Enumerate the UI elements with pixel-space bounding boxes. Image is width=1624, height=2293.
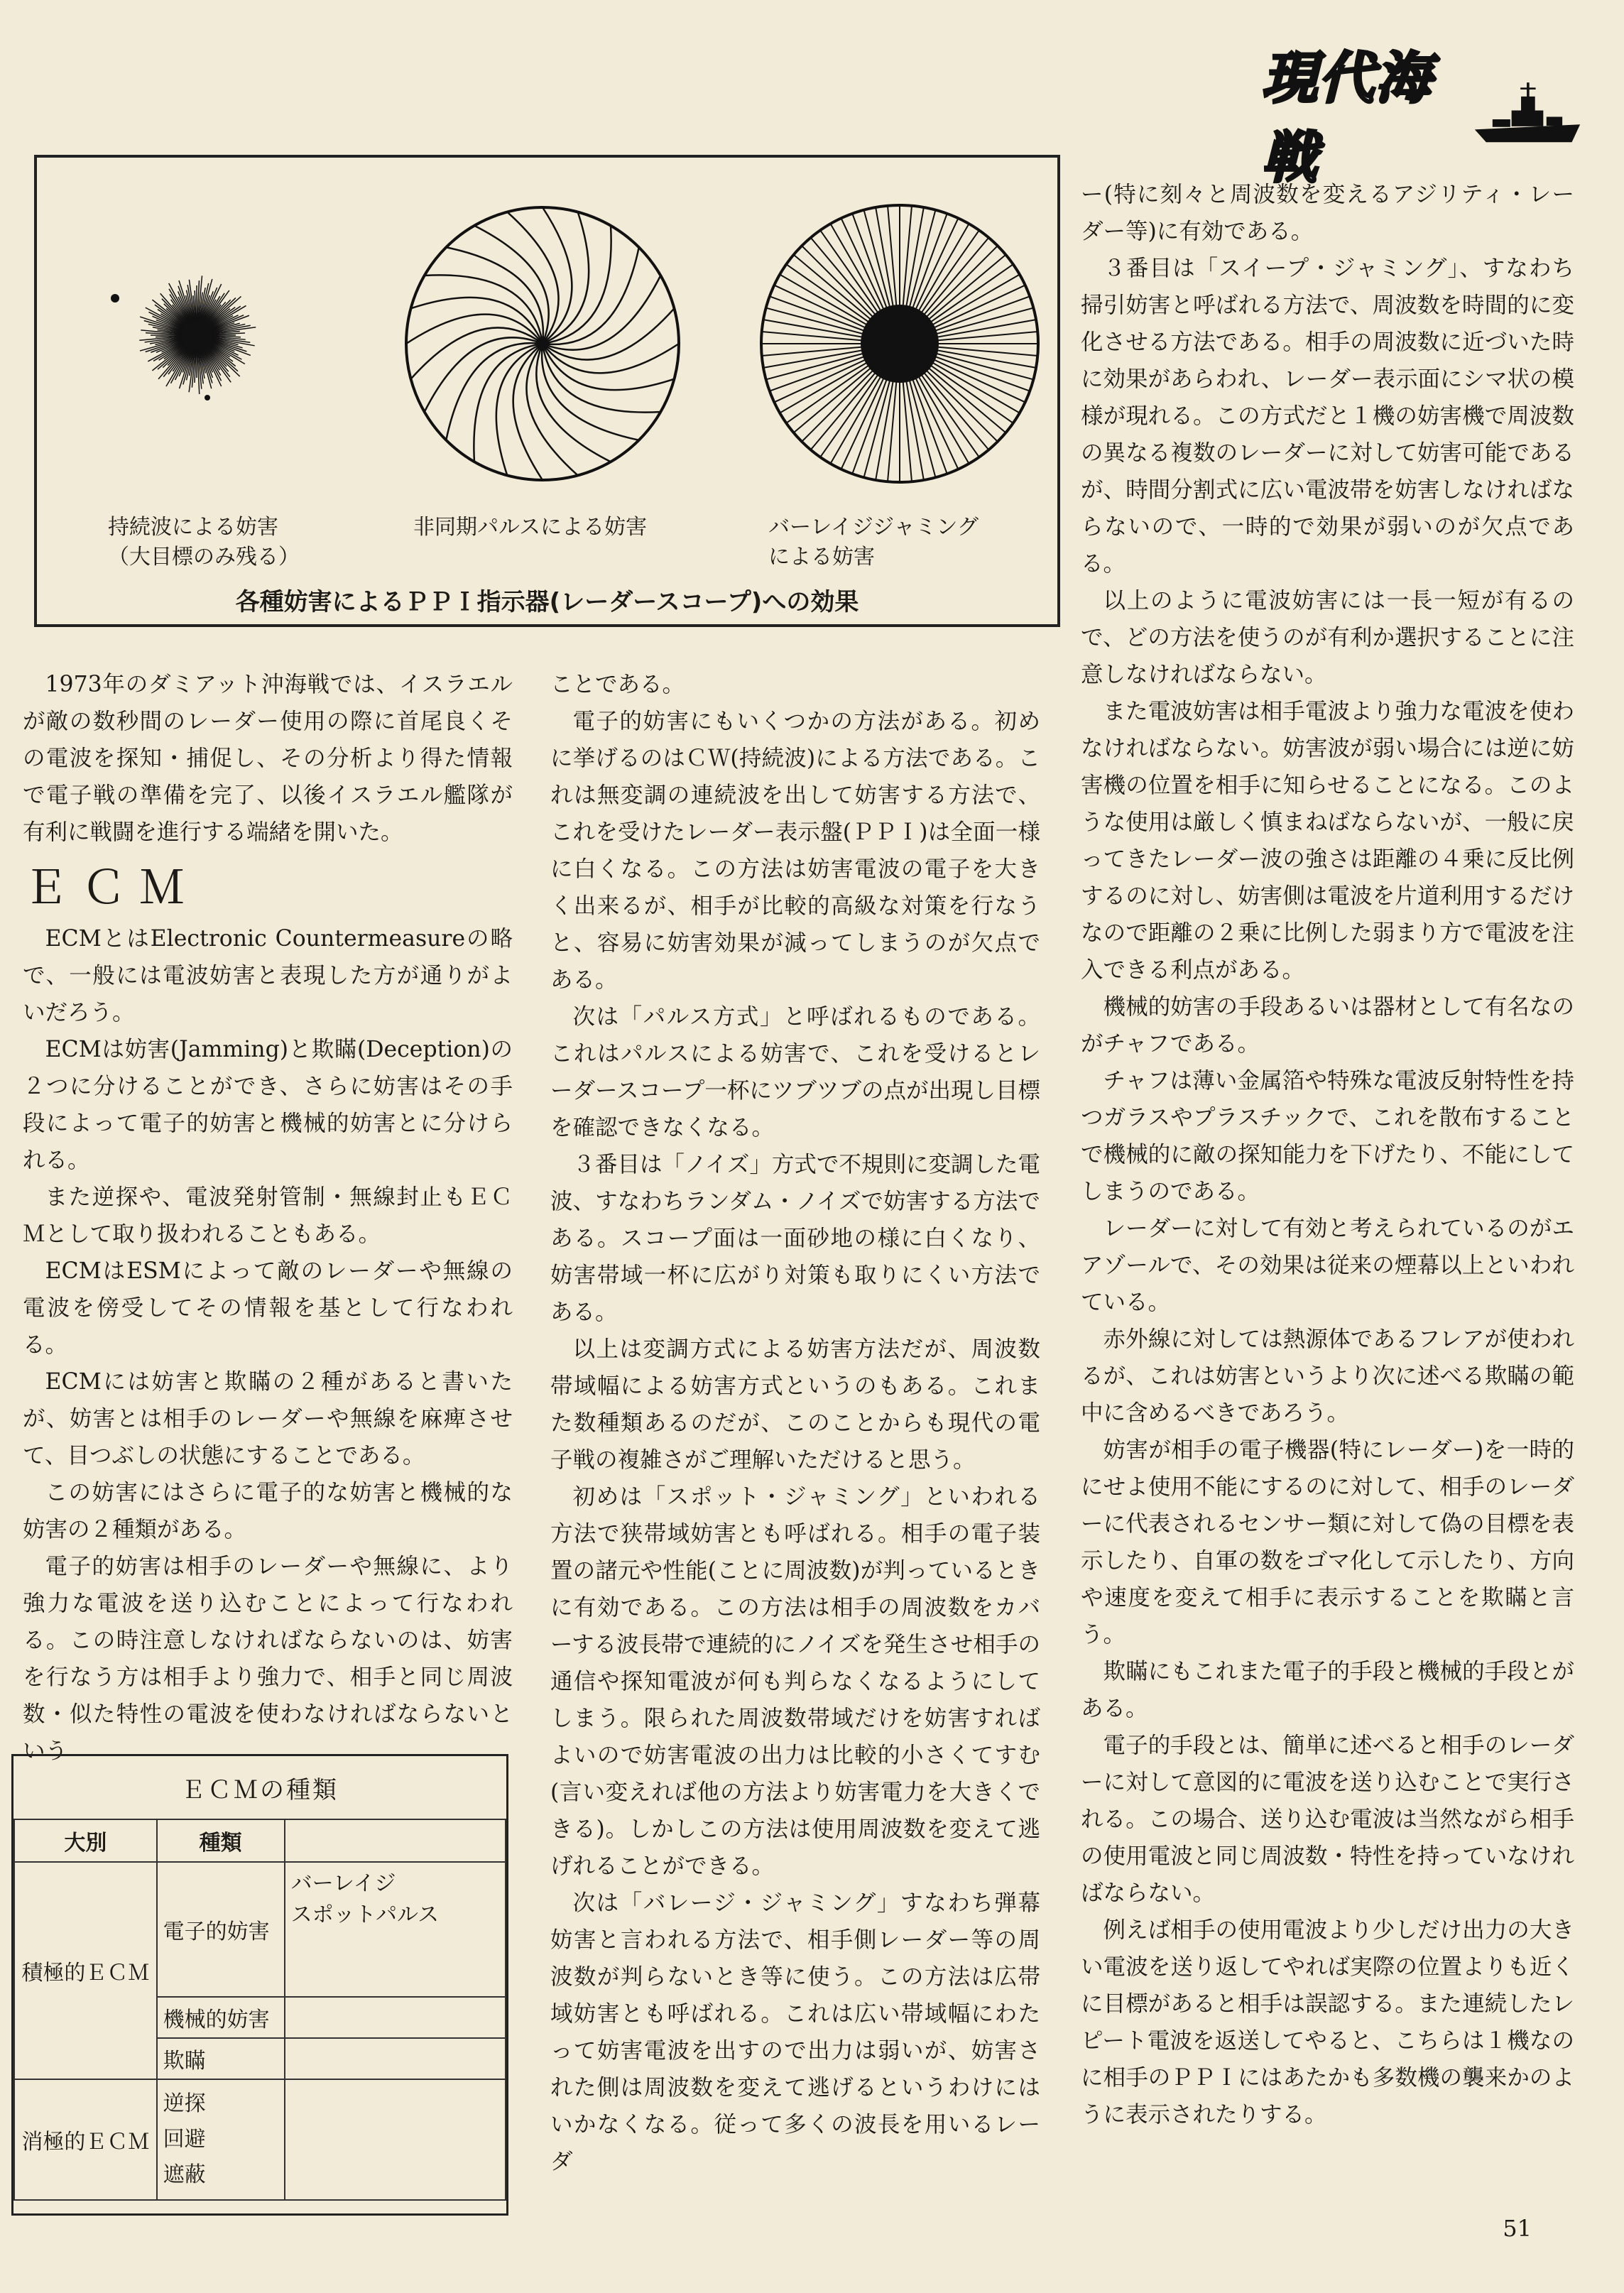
middle-column [550,666,1040,2180]
caption-async-pulse: 非同期パルスによる妨害 [413,515,648,540]
body-paragraph: 例えば相手の使用電波より少しだけ出力の大きい電波を送り返してやれば実際の位置よりも近くに目標があると相手は誤認する。また連続したレピート電波を返送してやると、こちらは１機なのに相手のＰＰＩにはあたかも多数機の襲来かのように表示されたりする。 [1081,1917,1574,2128]
body-paragraph: 電子的手段とは、簡単に述べると相手のレーダーに対して意図的に電波を送り込むことで実行される。この場合、送り込む電波は当然ながら相手の使用電波と同じ周波数・特性を持っていなければならない。 [1081,1733,1574,1906]
table-cell-electronic-items: バーレイジ スポットパルス [285,1862,506,1997]
body-paragraph: 電子的妨害にもいくつかの方法がある。初めに挙げるのはＣＷ(持続波)による方法である。これは無変調の連続波を出して妨害する方法で、これを受けたレーダー表示盤(ＰＰＩ)は全面一様に白くなる。この方法は妨害電波の電子を大きく出来るが、相手が比較的高級な対策を行なうと、容易に妨害効果が減ってしまうのが欠点である。 [550,709,1040,993]
right-column [1081,176,1574,2133]
body-paragraph: ことである。 [550,672,685,697]
warship-silhouette-icon [1473,75,1581,153]
body-paragraph: ３番目は「ノイズ」方式で不規則に変調した電波、すなわちランダム・ノイズで妨害する方法である。スコープ面は一面砂地の様に白くなり、妨害帯域一杯に広がり対策も取りにくい方法である。 [550,1152,1040,1325]
table-cell-active-ecm: 積極的ＥＣＭ [14,1862,157,2079]
table-header-category: 大別 [14,1819,157,1862]
ecm-table [13,1819,506,2201]
body-paragraph: ECMとはElectronic Countermeasureの略で、一般には電波妨害と表現した方が通りがよいだろう。 [23,926,513,1025]
body-paragraph: また逆探や、電波発射管制・無線封止もＥＣＭとして取り扱われることもある。 [23,1184,513,1247]
body-paragraph: 初めは「スポット・ジャミング」といわれる方法で狭帯域妨害とも呼ばれる。相手の電子装置の諸元や性能(ことに周波数)が判っているときに有効である。この方法は相手の周波数をカバーする波長帯で連続的にノイズを発生させ相手の通信や探知電波が何も判らなくなるようにしてしまう。限られた周波数帯域だけを妨害すればよいので妨害電波の出力は比較的小さくてすむ(言い変えれば他の方法より妨害電力を大きくできる)。しかしこの方法は使用周波数を変えて逃げれることができる。 [550,1484,1040,1879]
body-paragraph: 赤外線に対しては熱源体であるフレアが使われるが、これは妨害というより次に述べる欺瞞の範中に含めるべきであろう。 [1081,1327,1574,1426]
body-paragraph: 妨害が相手の電子機器(特にレーダー)を一時的にせよ使用不能にするのに対して、相手のレーダーに代表されるセンサー類に対して偽の目標を表示したり、自軍の数をゴマ化して示したり、方向や速度を変えて相手に表示することを欺瞞と言う。 [1081,1437,1574,1647]
caption-continuous-wave: 持続波による妨害 （大目標のみ残る） [108,515,300,570]
body-paragraph: この妨害にはさらに電子的な妨害と機械的な妨害の２種類がある。 [23,1480,513,1542]
barrage-jamming-scope-icon [761,205,1038,482]
body-paragraph: 次は「パルス方式」と呼ばれるものである。これはパルスによる妨害で、これを受けるとレーダースコープ一杯にツブツブの点が出現し目標を確認できなくなる。 [550,1004,1040,1140]
table-cell-deception: 欺瞞 [157,2038,285,2079]
table-cell-passive-items [157,2079,285,2200]
table-cell-passive-ecm: 消極的ＥＣＭ [14,2079,157,2200]
body-paragraph: 次は「バレージ・ジャミング」すなわち弾幕妨害と言われる方法で、相手側レーダー等の周波数が判らないとき等に使う。この方法は広帯域妨害とも呼ばれる。これは広い帯域幅にわたって妨害電波を出すので出力は弱いが、妨害された側は周波数を変えて逃げるというわけにはいかなくなる。従って多くの波長を用いるレーダ [550,1890,1040,2174]
ecm-types-table [11,1754,508,2216]
body-paragraph: ECMは妨害(Jamming)と欺瞞(Deception)の２つに分けることができ、さらに妨害はその手段によって電子的妨害と機械的妨害とに分けられる。 [23,1037,513,1173]
ecm-table-title: ＥＣＭの種類 [181,1775,339,1804]
table-header-type: 種類 [157,1819,285,1862]
body-paragraph: 欺瞞にもこれまた電子的手段と機械的手段とがある。 [1081,1659,1574,1721]
left-column [23,666,513,1770]
intro-paragraph: 1973年のダミアット沖海戦では、イスラエルが敵の数秒間のレーダー使用の際に首尾良くその電波を探知・捕促し、その分析より得た情報で電子戦の準備を完了、以後イスラエル艦隊が有利に戦闘を進行する端緒を開いた。 [23,672,513,845]
passive-item: 回避 [163,2127,206,2152]
body-paragraph: ー(特に刻々と周波数を変えるアジリティ・レーダー等)に有効である。 [1081,182,1574,244]
header-logo [1262,47,1581,190]
table-cell-electronic-jamming: 電子的妨害 [157,1862,285,1997]
table-row [14,2079,506,2200]
body-paragraph: また電波妨害は相手電波より強力な電波を使わなければならない。妨害波が弱い場合には逆に妨害機の位置を相手に知らせることになる。このような使用は厳しく慎まねばならないが、一般に戻ってきたレーダー波の強さは距離の４乗に反比例するのに対し、妨害側は電波を片道利用するだけなので距離の２乗に比例した弱まり方で電波を注入できる利点がある。 [1081,699,1574,983]
body-paragraph: 機械的妨害の手段あるいは器材として有名なのがチャフである。 [1081,994,1574,1057]
body-paragraph: ３番目は「スイープ・ジャミング」、すなわち掃引妨害と呼ばれる方法で、周波数を時間的に変化させる方法である。相手の周波数に近づいた時に効果があらわれ、レーダー表示面にシマ状の模様が現れる。この方式だと１機の妨害機で周波数の異なる複数のレーダーに対して妨害可能であるが、時間分割式に広い電波帯を妨害しなければならないので、一時的で効果が弱いのが欠点である。 [1081,256,1574,577]
body-paragraph: 以上のように電波妨害には一長一短が有るので、どの方法を使うのが有利か選択することに注意しなければならない。 [1081,588,1574,687]
table-cell-blank [285,2079,506,2200]
body-paragraph: レーダーに対して有効と考えられているのがエアゾールで、その効果は従来の煙幕以上といわれている。 [1081,1216,1574,1315]
table-cell-mechanical-jamming: 機械的妨害 [157,1997,285,2038]
page-number: 51 [1503,2215,1532,2242]
table-header-blank [285,1819,506,1862]
table-cell-blank [285,1997,506,2038]
async-pulse-scope-icon [406,207,679,480]
body-paragraph: ECMには妨害と欺瞞の２種があると書いたが、妨害とは相手のレーダーや無線を麻痺させて、目つぶしの状態にすることである。 [23,1369,513,1469]
continuous-wave-scope-icon [111,276,256,401]
table-cell-blank [285,2038,506,2079]
ppi-figure [34,155,1060,627]
passive-item: 遮蔽 [163,2162,206,2187]
body-paragraph: チャフは薄い金属箔や特殊な電波反射特性を持つガラスやプラスチックで、これを散布することで機械的に敵の探知能力を下げたり、不能にしてしまうのである。 [1081,1068,1574,1204]
figure-title: 各種妨害によるＰＰＩ指示器(レーダースコープ)への効果 [235,588,859,616]
body-paragraph: ECMはESMによって敵のレーダーや無線の電波を傍受してその情報を基として行なわれる。 [23,1258,513,1358]
table-row [14,1862,506,1997]
body-paragraph: 以上は変調方式による妨害方法だが、周波数帯域幅による妨害方式というのもある。これまた数種類あるのだが、このことからも現代の電子戦の複雑さがご理解いただけると思う。 [550,1336,1040,1473]
body-paragraph: 電子的妨害は相手のレーダーや無線に、より強力な電波を送り込むことによって行なわれる。この時注意しなければならないのは、妨害を行なう方は相手より強力で、相手と同じ周波数・似た特性の電波を使わなければならないという [23,1554,513,1764]
header-logo-text: 現代海戦 [1262,47,1433,190]
section-heading-ecm: ＥＣＭ [23,862,197,915]
table-header-row [14,1819,506,1862]
caption-barrage-jamming: バーレイジジャミング による妨害 [768,515,979,570]
passive-item: 逆探 [163,2091,206,2116]
